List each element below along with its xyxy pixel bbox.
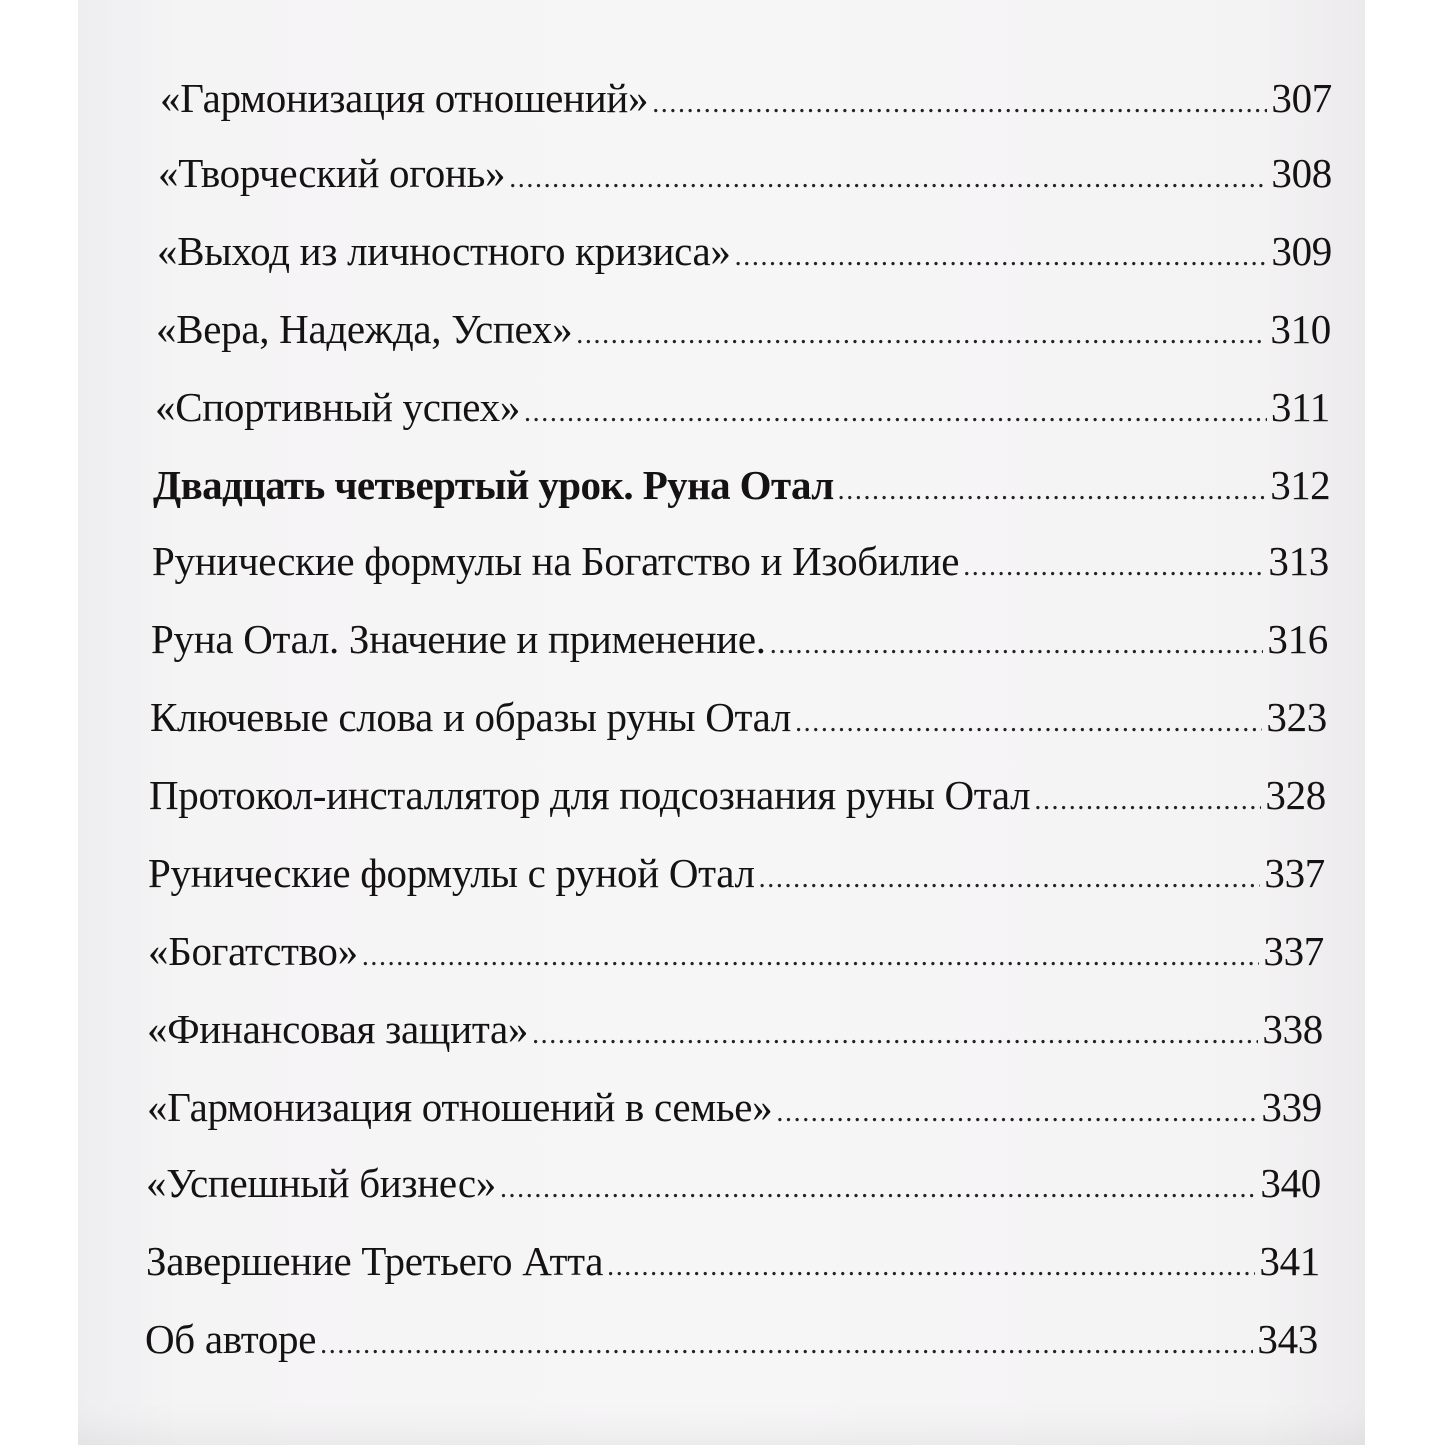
toc-entry-title: «Вера, Надежда, Успех»: [156, 306, 573, 352]
toc-entry-page: 337: [1263, 928, 1324, 974]
toc-entry-page: 338: [1262, 1006, 1323, 1052]
toc-leader-dots: [838, 477, 1267, 505]
toc-entry-page: 316: [1267, 616, 1328, 662]
toc-entry-title: «Гармонизация отношений»: [160, 75, 649, 121]
toc-leader-dots: [1034, 787, 1261, 815]
toc-leader-dots: [532, 1021, 1258, 1049]
toc-leader-dots: [776, 1099, 1257, 1127]
toc-leader-dots: [735, 243, 1268, 271]
toc-entry: [148, 850, 1325, 896]
toc-entry-page: 312: [1270, 462, 1330, 508]
toc-entry: [146, 1160, 1321, 1206]
toc-entry-page: 308: [1271, 150, 1332, 196]
toc-entry-title: Завершение Третьего Атта: [146, 1238, 604, 1284]
toc-entry: [148, 928, 1324, 974]
toc-entry-page: 339: [1261, 1084, 1322, 1130]
toc-entry: [150, 694, 1327, 740]
toc-entry-title: «Выход из личностного кризиса»: [157, 228, 731, 274]
toc-entry: [147, 1006, 1323, 1052]
toc-entry-title: «Спортивный успех»: [155, 384, 521, 430]
toc-leader-dots: [759, 865, 1261, 893]
toc-entry-chapter: [153, 462, 1330, 508]
toc-entry: [160, 75, 1332, 121]
toc-entry-page: 313: [1268, 538, 1329, 584]
toc-leader-dots: [963, 553, 1264, 581]
toc-entry-page: 310: [1270, 306, 1331, 352]
toc-entry-title: Двадцать четвертый урок. Руна Отал: [153, 462, 834, 508]
toc-entry-title: Руна Отал. Значение и применение.: [151, 616, 766, 662]
toc-leader-dots: [607, 1253, 1255, 1281]
toc-entry-title: Рунические формулы с руной Отал: [148, 850, 755, 896]
toc-entry: [146, 1238, 1320, 1284]
toc-entry-page: 328: [1265, 772, 1326, 818]
toc-entry-page: 337: [1264, 850, 1325, 896]
toc-entry: [156, 306, 1331, 352]
toc-leader-dots: [500, 1175, 1256, 1203]
toc-leader-dots: [770, 631, 1264, 659]
toc-entry-title: Рунические формулы на Богатство и Изобилие: [152, 538, 960, 584]
toc-entry-page: 323: [1266, 694, 1327, 740]
toc-leader-dots: [524, 399, 1267, 427]
toc-entry: [149, 772, 1326, 818]
toc-leader-dots: [576, 321, 1266, 349]
toc-entry: [147, 1084, 1322, 1130]
toc-entry: [145, 1316, 1318, 1362]
toc-entry-title: «Финансовая защита»: [147, 1006, 529, 1052]
toc-leader-dots: [509, 165, 1267, 193]
toc-entry-title: Об авторе: [145, 1316, 317, 1362]
toc-entry-title: Протокол-инсталлятор для подсознания руны Отал: [149, 772, 1031, 818]
toc-entry-title: «Гармонизация отношений в семье»: [147, 1084, 773, 1130]
toc-entry: [151, 616, 1328, 662]
toc-entry-page: 343: [1257, 1316, 1318, 1362]
toc-leader-dots: [652, 90, 1267, 118]
toc-entry-page: 307: [1271, 75, 1332, 121]
toc-leader-dots: [362, 943, 1260, 971]
toc-entry-page: 309: [1271, 228, 1332, 274]
toc-entry: [158, 150, 1332, 196]
toc-entry-page: 340: [1260, 1160, 1321, 1206]
toc-entry-title: Ключевые слова и образы руны Отал: [150, 694, 792, 740]
toc-entry: [152, 538, 1329, 584]
toc-leader-dots: [320, 1331, 1253, 1359]
toc-entry-title: «Успешный бизнес»: [146, 1160, 496, 1206]
toc-entry-title: «Творческий огонь»: [158, 150, 506, 196]
toc-entry: [157, 228, 1332, 274]
toc-entry-page: 341: [1259, 1238, 1320, 1284]
toc-leader-dots: [795, 709, 1262, 737]
toc-entry: [155, 384, 1330, 430]
toc-entry-title: «Богатство»: [148, 928, 358, 974]
toc-entry-page: 311: [1270, 384, 1330, 430]
